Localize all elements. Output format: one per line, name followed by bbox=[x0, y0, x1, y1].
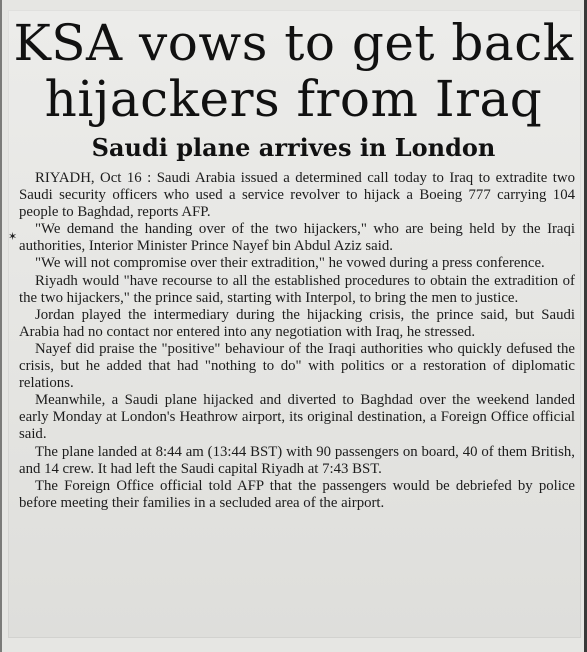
paragraph-6: Nayef did praise the "positive" behaviour of the Iraqi authorities who quickly defused the crisis, but he added that had "nothing to do" with politics or a restoration of diplomatic relations. bbox=[19, 340, 575, 392]
paragraph-2: "We demand the handing over of the two hijackers," who are being held by the Iraqi authorities, Interior Minister Prince Nayef bin Abdul Aziz said. bbox=[19, 221, 575, 255]
paragraph-5: Jordan played the intermediary during the hijacking crisis, the prince said, but Saudi Arabia had no contact nor entered into any negotiation with Iraq, he stressed. bbox=[19, 306, 575, 340]
article-body bbox=[19, 170, 575, 512]
headline-line-1: KSA vows to get back bbox=[13, 14, 574, 72]
paragraph-3: "We will not compromise over their extradition," he vowed during a press conference. bbox=[35, 255, 545, 272]
print-smudge-mark: ✶ bbox=[8, 230, 18, 243]
paragraph-4: Riyadh would "have recourse to all the established procedures to obtain the extradition of the two hijackers," the prince said, starting with Interpol, to bring the men to justice. bbox=[19, 272, 575, 306]
subheadline: Saudi plane arrives in London bbox=[91, 133, 496, 162]
paragraph-8: The plane landed at 8:44 am (13:44 BST) with 90 passengers on board, 40 of them British, and 14 crew. It had left the Saudi capital Riyadh at 7:43 BST. bbox=[19, 443, 575, 477]
headline-line-2: hijackers from Iraq bbox=[44, 70, 543, 128]
paragraph-7: Meanwhile, a Saudi plane hijacked and diverted to Baghdad over the weekend landed early Monday at London's Heathrow airport, its original destination, a Foreign Office official said. bbox=[19, 392, 575, 443]
paragraph-9: The Foreign Office official told AFP that the passengers would be debriefed by police before meeting their families in a secluded area of the airport. bbox=[19, 477, 575, 511]
paragraph-1: RIYADH, Oct 16 : Saudi Arabia issued a determined call today to Iraq to extradite two Saudi security officers who used a service revolver to hijack a Boeing 777 carrying 104 people to Baghdad, reports AFP. bbox=[19, 170, 575, 221]
